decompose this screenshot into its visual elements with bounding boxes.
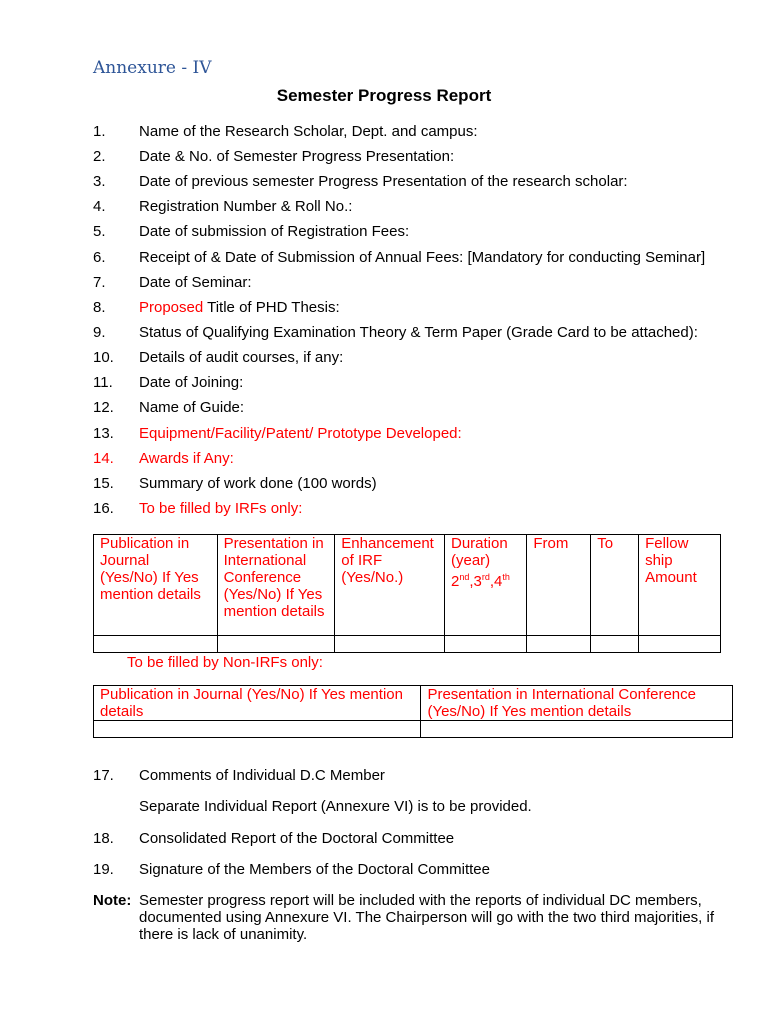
irf-cell[interactable] — [591, 636, 639, 653]
annexure-label: Annexure - IV — [93, 58, 212, 78]
irf-header-presentation: Presentation in International Conference (Yes/No) If Yes mention details — [217, 535, 335, 636]
non-irf-cell[interactable] — [94, 721, 421, 738]
irf-header-duration: Duration (year) 2nd,3rd,4th — [444, 535, 526, 636]
irf-cell[interactable] — [217, 636, 335, 653]
irf-header-from: From — [527, 535, 591, 636]
note-text: Semester progress report will be included with the reports of individual DC members, documented using Annexure VI. The Chairperson will go with the two third majorities, if there is lack of unanimity. — [139, 892, 715, 943]
irf-cell[interactable] — [94, 636, 218, 653]
irf-header-fellowship: Fellow ship Amount — [639, 535, 721, 636]
irf-cell[interactable] — [335, 636, 445, 653]
non-irf-label: To be filled by Non-IRFs only: — [127, 654, 323, 671]
non-irf-table — [93, 685, 733, 738]
proposed-label: Proposed — [139, 299, 204, 316]
note-label: Note: — [93, 892, 132, 909]
non-irf-header-publication: Publication in Journal (Yes/No) If Yes mention details — [94, 686, 421, 721]
irf-cell[interactable] — [444, 636, 526, 653]
non-irf-cell[interactable] — [421, 721, 733, 738]
irf-header-enhancement: Enhancement of IRF (Yes/No.) — [335, 535, 445, 636]
irf-cell[interactable] — [527, 636, 591, 653]
irf-header-publication: Publication in Journal (Yes/No) If Yes mention details — [94, 535, 218, 636]
non-irf-header-presentation: Presentation in International Conference (Yes/No) If Yes mention details — [421, 686, 733, 721]
irf-cell[interactable] — [639, 636, 721, 653]
irf-table — [93, 534, 721, 653]
page-title: Semester Progress Report — [276, 86, 492, 105]
irf-header-to: To — [591, 535, 639, 636]
